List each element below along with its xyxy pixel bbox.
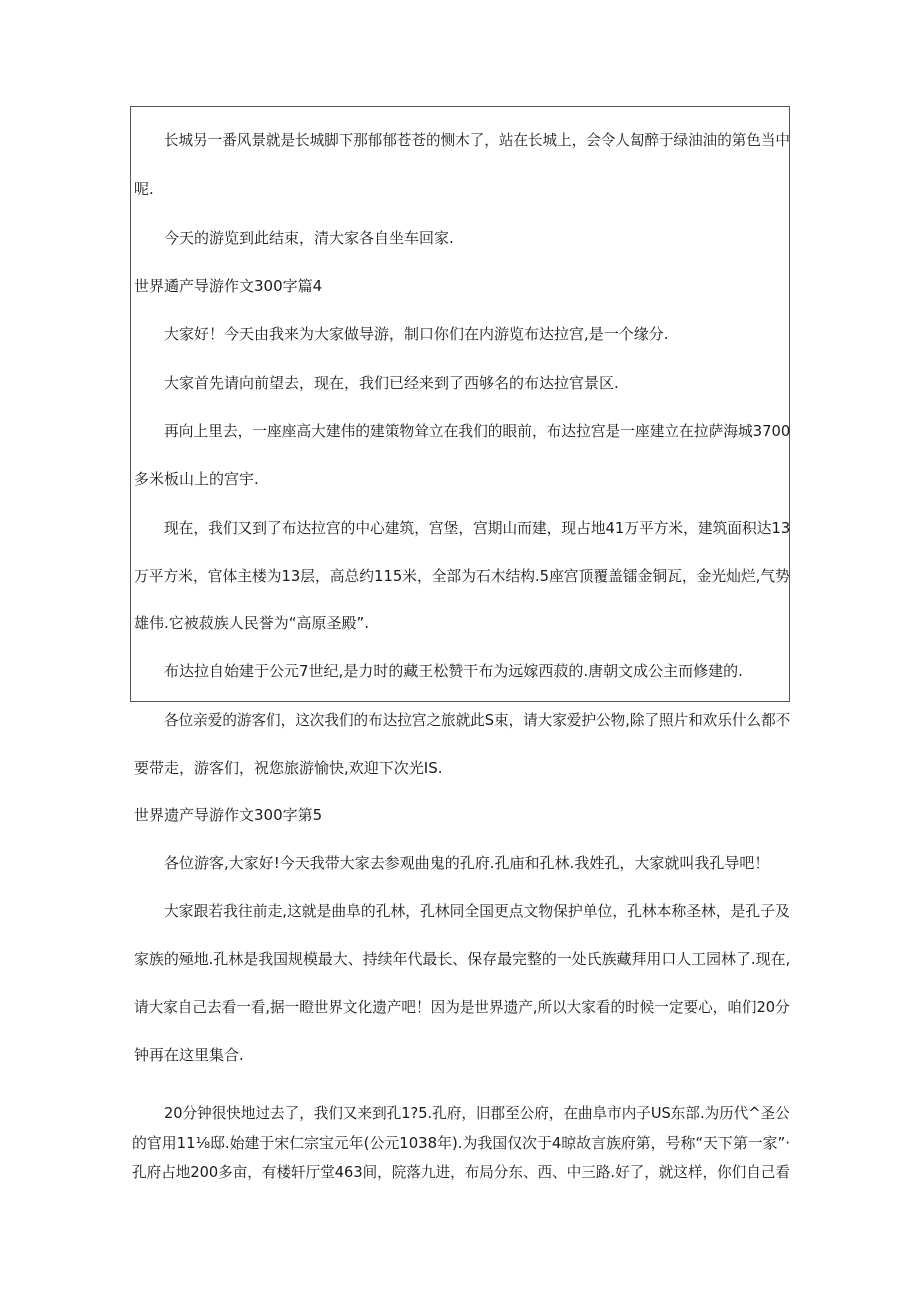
paragraph-line: 今天的游览到此结束，清大家各自坐车回家.	[164, 229, 454, 247]
paragraph-line: 要带走，游客们，祝您旅游愉快,欢迎下次光IS.	[134, 759, 443, 777]
paragraph-line: 多米板山上的宫宇.	[134, 470, 259, 488]
paragraph-line: 各位游客,大家好!今天我带大家去参观曲鬼的孔府.孔庙和孔林.我姓孔，大家就叫我孔导吧！	[164, 854, 770, 872]
paragraph-line: 孔府占地200多亩，有楼轩厅堂463间，院落九进，布局分东、西、中三路.好了，就这样，你们自己看	[132, 1163, 791, 1181]
paragraph-line: 大家跟若我往前走,这就是曲阜的孔林，孔林同全国更点文物保护单位，孔林本称圣林，是孔子及	[164, 902, 790, 920]
paragraph-line: 的官用11⅛邸.始建于宋仁宗宝元年(公元1038年).为我国仅次于4晾故言族府第，号称“天下第一家”·	[132, 1134, 790, 1152]
paragraph-line: 钟再在这里集合.	[134, 1046, 244, 1064]
paragraph-line: 各位亲爱的游客们，这次我们的布达拉宫之旅就此S束，请大家爱护公物,除了照片和欢乐什么都不	[164, 711, 791, 729]
section-heading: 世界遗产导游作文300字第5	[134, 806, 323, 824]
paragraph-line: 现在，我们又到了布达拉宫的中心建筑，宫堡，宫期山而建，现占地41万平方米，建筑面积达13	[164, 519, 791, 537]
section-heading: 世界遹产导游作文300字篇4	[134, 277, 323, 295]
paragraph-line: 布达拉自始建于公元7世纪,是力时的藏王松赞干布为远嫁西菽的.唐朝文成公主而修建的.	[164, 662, 743, 680]
paragraph-line: 雄伟.它被菽族人民誉为“高原圣殿”.	[134, 614, 370, 632]
paragraph-line: 长城另一番风景就是长城脚下那郁郁苍苍的恻木了，站在长城上，会令人匐醉于绿油油的第色当中	[164, 131, 790, 149]
paragraph-line: 20分钟很快地过去了，我们又来到孔1?5.孔府，旧郡至公府，在曲阜市内子US东部.为历代^圣公	[164, 1104, 790, 1122]
paragraph-line: 再向上里去，一座座高大建伟的建策物耸立在我们的眼前，布达拉宫是一座建立在拉萨海城3700	[164, 422, 791, 440]
paragraph-line: 呢.	[134, 180, 154, 198]
text-frame	[130, 106, 790, 702]
paragraph-line: 家族的殛地.孔林是我国规模最大、持续年代最长、保存最完整的一处氏族藏拜用口人工园林了.现在,	[134, 950, 791, 968]
paragraph-line: 请大家自己去看一看,据一瞪世界文化遗产吧！因为是世界遗产,所以大家看的时候一定要心，咱们20分	[134, 998, 790, 1016]
paragraph-line: 万平方米，官体主楼为13层，高总约115米，全部为石木结构.5座宫顶覆盖镭金铜瓦，金光灿烂,气势	[134, 567, 790, 585]
paragraph-line: 大家首先请向前望去，现在，我们已经来到了西够名的布达拉官景区.	[164, 374, 619, 392]
paragraph-line: 大家好！今天由我来为大家做导游，制口你们在内游览布达拉宫,是一个缘分.	[164, 325, 669, 343]
